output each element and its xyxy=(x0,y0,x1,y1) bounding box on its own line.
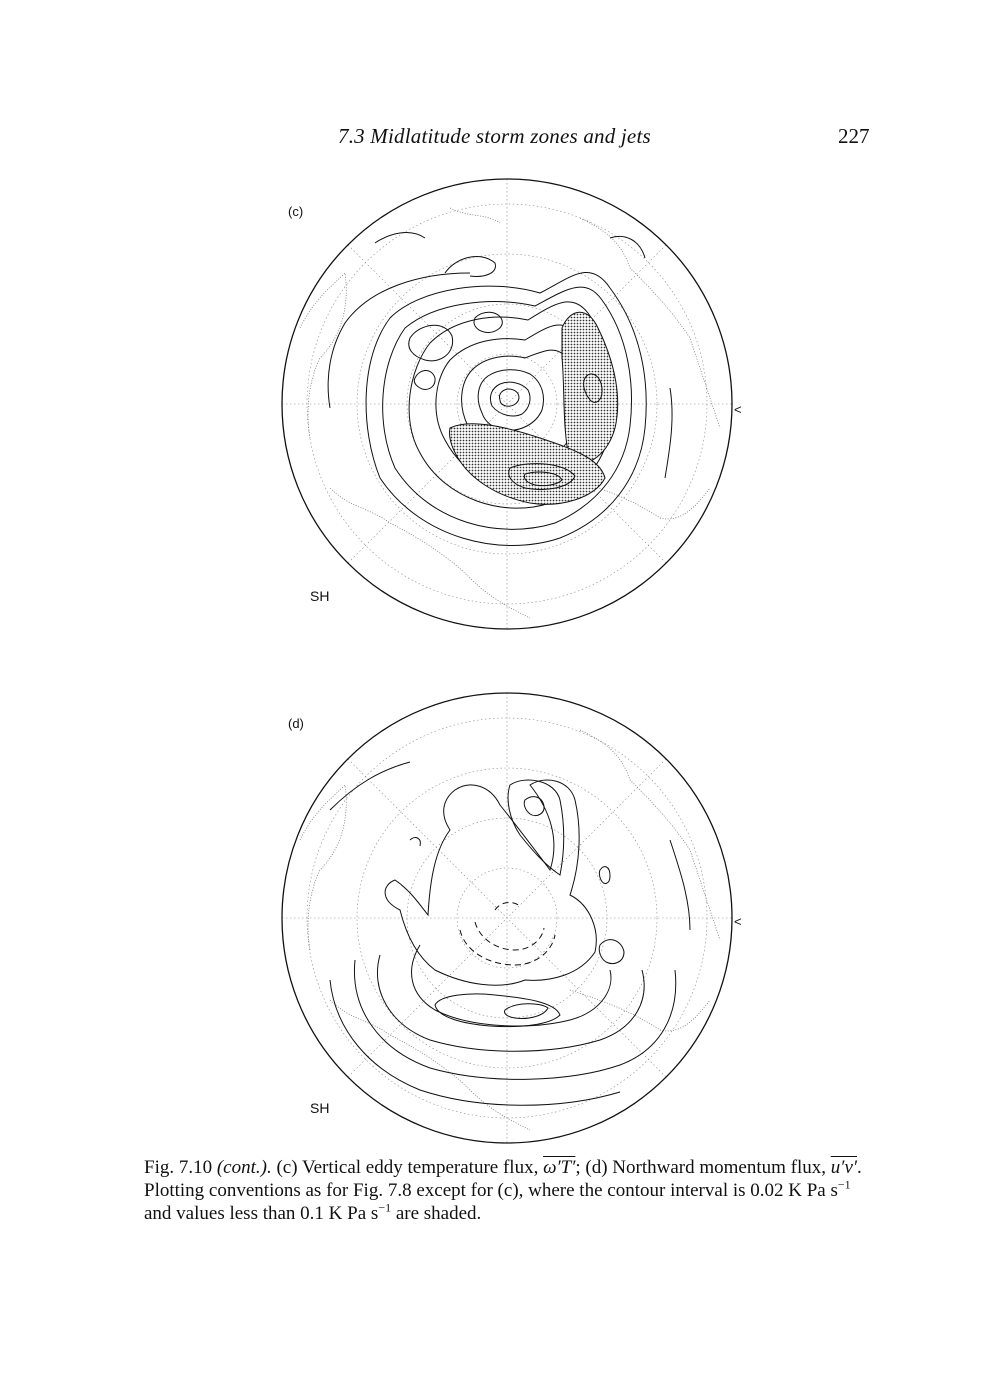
other-features-c xyxy=(375,233,645,277)
panel-c-label: (c) xyxy=(288,204,304,219)
panel-c-hemisphere-label: SH xyxy=(310,588,330,604)
caption-part-c: (c) Vertical eddy temperature flux, xyxy=(271,1157,544,1178)
polar-map-panel-d xyxy=(270,690,750,1160)
page-number: 227 xyxy=(838,124,870,148)
caption-part-d: ; (d) Northward momentum flux, xyxy=(575,1157,831,1178)
caption-and: and values less than 0.1 K Pa s xyxy=(144,1203,379,1224)
polar-map-d xyxy=(270,690,750,1160)
running-head: 7.3 Midlatitude storm zones and jets xyxy=(338,124,651,148)
panel-d-hemisphere-label: SH xyxy=(310,1100,330,1116)
contours-d xyxy=(330,762,690,1105)
caption-exp-2: −1 xyxy=(378,1200,392,1215)
panel-d-label: (d) xyxy=(288,716,304,731)
shaded-regions-c xyxy=(449,312,617,504)
contours-c xyxy=(328,272,672,545)
negative-contours-d xyxy=(460,903,555,965)
caption-symbol-c: ω′T′ xyxy=(543,1157,576,1178)
polar-map-c xyxy=(270,178,750,648)
graticule-c xyxy=(282,179,732,629)
graticule-d xyxy=(282,693,732,1143)
polar-map-panel-c xyxy=(270,178,750,648)
panel-c-marker: < xyxy=(734,402,742,417)
caption-end: are shaded. xyxy=(391,1203,482,1224)
caption-symbol-d: u′v′ xyxy=(830,1157,858,1178)
caption-cont: (cont.). xyxy=(216,1157,272,1178)
coastlines-d xyxy=(300,730,720,1130)
caption-conventions: . Plotting conventions as for Fig. 7.8 except for (c), where the contour interval is 0.02 K Pa s xyxy=(144,1157,862,1201)
panel-d-marker: < xyxy=(734,914,742,929)
caption-exp-1: −1 xyxy=(837,1177,851,1192)
figure-caption xyxy=(144,1156,874,1225)
caption-fig-ref: Fig. 7.10 xyxy=(144,1157,213,1178)
